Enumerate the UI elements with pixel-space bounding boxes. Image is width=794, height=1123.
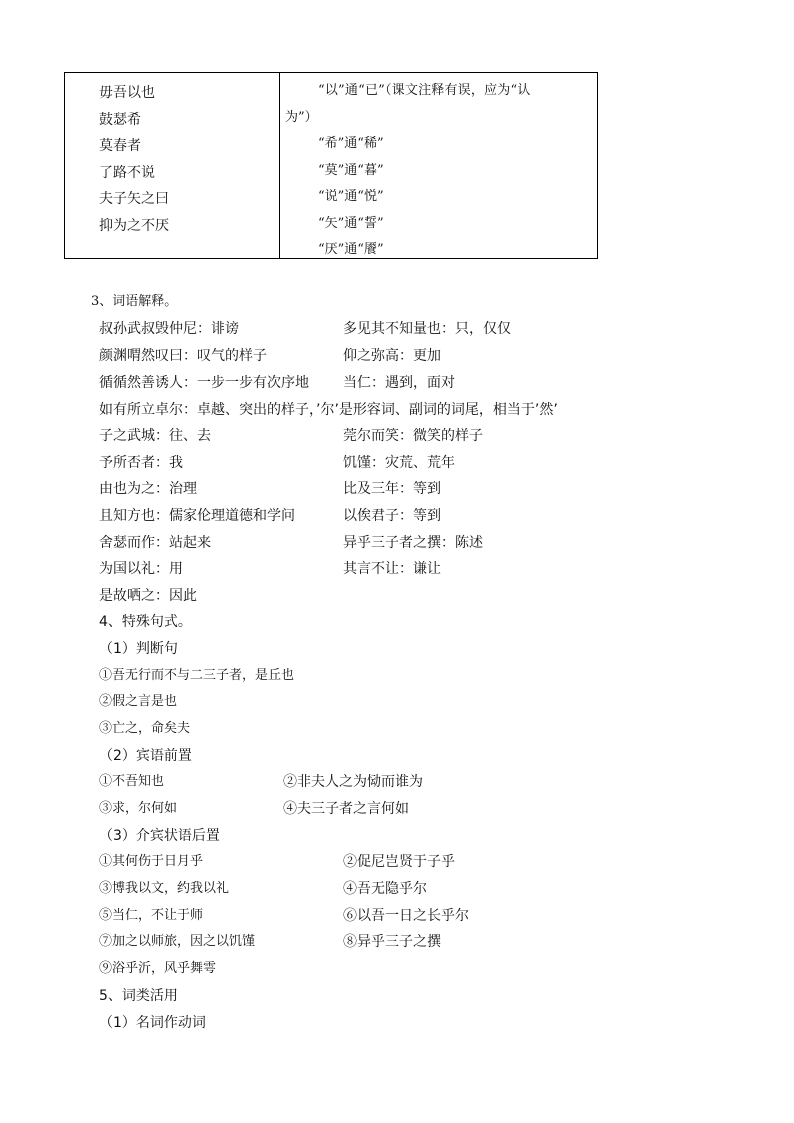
sentence-example: ③博我以文，约我以礼 xyxy=(99,881,230,896)
sentence-example: ②非夫人之为恸而谁为 xyxy=(283,774,423,790)
vocab-item: 舍瑟而作：站起来 xyxy=(99,535,211,551)
sentence-example: ③亡之，命矣夫 xyxy=(99,721,191,736)
vocab-item: 饥馑：灾荒、荒年 xyxy=(343,455,455,471)
table-divider xyxy=(279,73,280,258)
table-cell: “以”通“已”（课文注释有误，应为“认 xyxy=(318,83,531,98)
table-cell: “厌”通“餍” xyxy=(318,242,384,257)
sentence-example: ①其何伤于日月乎 xyxy=(99,854,204,869)
section-heading: 3、词语解释。 xyxy=(91,294,178,309)
sentence-example: ③求，尔何如 xyxy=(99,801,178,816)
sentence-example: ①吾无行而不与二三子者，是丘也 xyxy=(99,668,295,683)
section-heading: 4、特殊句式。 xyxy=(99,614,192,630)
vocab-item: 多见其不知量也：只，仅仅 xyxy=(343,321,511,337)
sentence-example: ⑧异乎三子之撰 xyxy=(343,934,441,950)
vocab-item: 循循然善诱人：一步一步有次序地 xyxy=(99,375,309,391)
vocab-item: 是故哂之：因此 xyxy=(99,588,197,604)
sentence-example: ④吾无隐乎尔 xyxy=(343,881,427,897)
sentence-example: ⑥以吾一日之长乎尔 xyxy=(343,908,469,924)
vocab-item: 子之武城：往、去 xyxy=(99,428,211,444)
table-cell: “希”通“稀” xyxy=(318,136,384,151)
subsection-heading: （1）判断句 xyxy=(99,641,178,657)
table-cell: 莫春者 xyxy=(99,138,141,154)
subsection-heading: （1）名词作动词 xyxy=(99,1015,206,1031)
vocab-item: 如有所立卓尔：卓越、突出的样子，’尔’是形容词、副词的词尾，相当于’然’ xyxy=(99,402,558,418)
vocab-item: 仰之弥高：更加 xyxy=(343,348,441,364)
sentence-example: ⑦加之以师旅，因之以饥馑 xyxy=(99,934,256,949)
sentence-example: ⑤当仁，不让于师 xyxy=(99,908,204,923)
subsection-heading: （3）介宾状语后置 xyxy=(99,828,220,844)
tongjia-table xyxy=(64,72,598,259)
sentence-example: ①不吾知也 xyxy=(99,774,165,789)
vocab-item: 以俟君子：等到 xyxy=(343,508,441,524)
vocab-item: 且知方也：儒家伦理道德和学问 xyxy=(99,508,295,524)
sentence-example: ④夫三子者之言何如 xyxy=(283,801,409,817)
vocab-item: 为国以礼：用 xyxy=(99,561,183,577)
table-cell: 鼓瑟希 xyxy=(99,111,141,128)
vocab-item: 颜渊喟然叹曰：叹气的样子 xyxy=(99,348,267,364)
subsection-heading: （2）宾语前置 xyxy=(99,748,192,764)
table-cell: “矢”通“誓” xyxy=(318,215,384,231)
table-left-column xyxy=(99,80,169,239)
table-cell: 毋吾以也 xyxy=(99,85,155,101)
sentence-example: ②促尼岂贤于子乎 xyxy=(343,854,455,870)
table-cell: “莫”通“暮” xyxy=(318,162,384,178)
table-right-column xyxy=(285,78,595,264)
vocab-item: 由也为之：治理 xyxy=(99,481,197,497)
vocab-item: 叔孙武叔毁仲尼：诽谤 xyxy=(99,321,239,337)
vocab-item: 莞尔而笑：微笑的样子 xyxy=(343,428,483,444)
sentence-example: ②假之言是也 xyxy=(99,694,178,709)
table-cell: 为”） xyxy=(285,109,318,125)
vocab-item: 予所否者：我 xyxy=(99,455,183,471)
section-heading: 5、词类活用 xyxy=(99,988,178,1004)
table-cell: 了路不说 xyxy=(99,164,155,181)
vocab-item: 当仁：遇到，面对 xyxy=(343,375,455,391)
vocab-item: 其言不让：谦让 xyxy=(343,561,441,577)
sentence-example: ⑨浴乎沂，风乎舞雩 xyxy=(99,961,217,976)
table-cell: 抑为之不厌 xyxy=(99,217,169,234)
table-cell: 夫子矢之曰 xyxy=(99,191,169,207)
vocab-item: 异乎三子者之撰：陈述 xyxy=(343,535,483,551)
table-cell: “说”通“悦” xyxy=(318,189,384,204)
vocab-item: 比及三年：等到 xyxy=(343,481,441,497)
